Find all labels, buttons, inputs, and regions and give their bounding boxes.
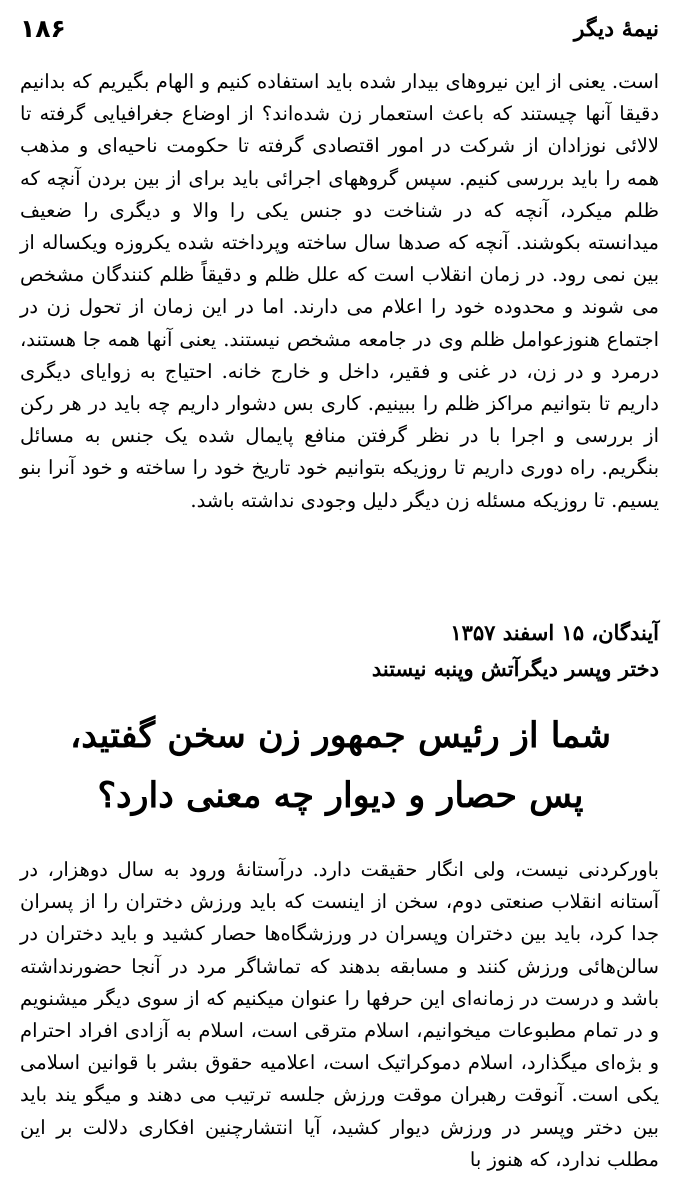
headline-line-1: شما از رئیس جمهور زن سخن گفتید، [69, 715, 612, 756]
article-subtitle: دختر وپسر دیگرآتش وپنبه نیستند [371, 656, 659, 681]
page-number: ۱۸۶ [20, 14, 66, 43]
body-paragraph: است. یعنی از این نیروهای بیدار شده باید استفاده کنیم و الهام بگیریم که بدانیم دقیقا آنها چیستند که باعث استعمار زن شده‌اند؟ از اوضاع جغرافیایی گرفته تا لالائی نوزادان از شرکت در امور اقتصادی گرفته تا حکومت ناحیه‌ای و مذهب همه را باید بررسی کنیم. سپس گروههای اجرائی باید برای از بین بردن آنچه که ظلم میکرد، آنچه که در شناخت دو جنس یکی را والا و دیگری را ضعیف میدانسته بکوشند. آنچه که صدها سال ساخته وپرداخته شده یکروزه ویکساله از بین نمی رود. در زمان انقلاب است که علل ظلم و دقیقاً ظلم کنندگان مشخص می شوند و محدوده خود را اعلام می دارند. اما در این زمان از تحول زن در اجتماع هنوزعوامل ظلم وی در جامعه مشخص نیستند. یعنی آنها همه جا هستند، درمرد و در زن، در غنی و فقیر، داخل و خارج خانه. احتیاج به زوایای دیگری داریم تا بتوانیم مراکز ظلم را ببینیم. کاری بس دشوار داریم چه باید در هر رکن از بررسی و اجرا با در نظر گرفتن منافع پایمال شده یک جنس به مسائل بنگریم. راه دوری داریم تا روزیکه بتوانیم خود تاریخ خود را ساخته و خود آنرا بنو یسیم. تا روزیکه مسئله زن دیگر دلیل وجودی نداشته باشد. [20, 70, 659, 512]
headline-line-2: پس حصار و دیوار چه معنی دارد؟ [97, 775, 584, 816]
page-header [20, 14, 659, 50]
article-paragraph: باورکردنی نیست، ولی انگار حقیقت دارد. درآستانهٔ ورود به سال دوهزار، در آستانه انقلاب صنعتی دوم، سخن از اینست که باید ورزش دختران را از پسران جدا کرد، باید بین دختران وپسران در ورزشگاه‌ها حصار کشید و باید دختران در سالن‌هائی ورزش کنند و مسابقه بدهند که تماشاگر مرد در آنجا حضورنداشته باشد و درست در زمانه‌ای این حرفها را عنوان میکنیم که از سوی دیگر میشنویم و در تمام مطبوعات میخوانیم، اسلام مترقی است، اسلام به آزادی افراد احترام و بژه‌ای میگذارد، اسلام دموکراتیک است، اعلامیه حقوق بشر با قوانین اسلامی یکی است. آنوقت رهبران موقت ورزش جلسه ترتیب می دهند و میگو یند باید بین دختر وپسر در ورزش دیوار کشید، آیا انتشارچنین افکاری دلالت بر این مطلب ندارد، که هنوز با [20, 858, 659, 1171]
article-source: آیندگان، ۱۵ اسفند ۱۳۵۷ [450, 620, 659, 645]
article-headline [30, 706, 651, 826]
running-title: نیمهٔ دیگر [573, 16, 659, 42]
